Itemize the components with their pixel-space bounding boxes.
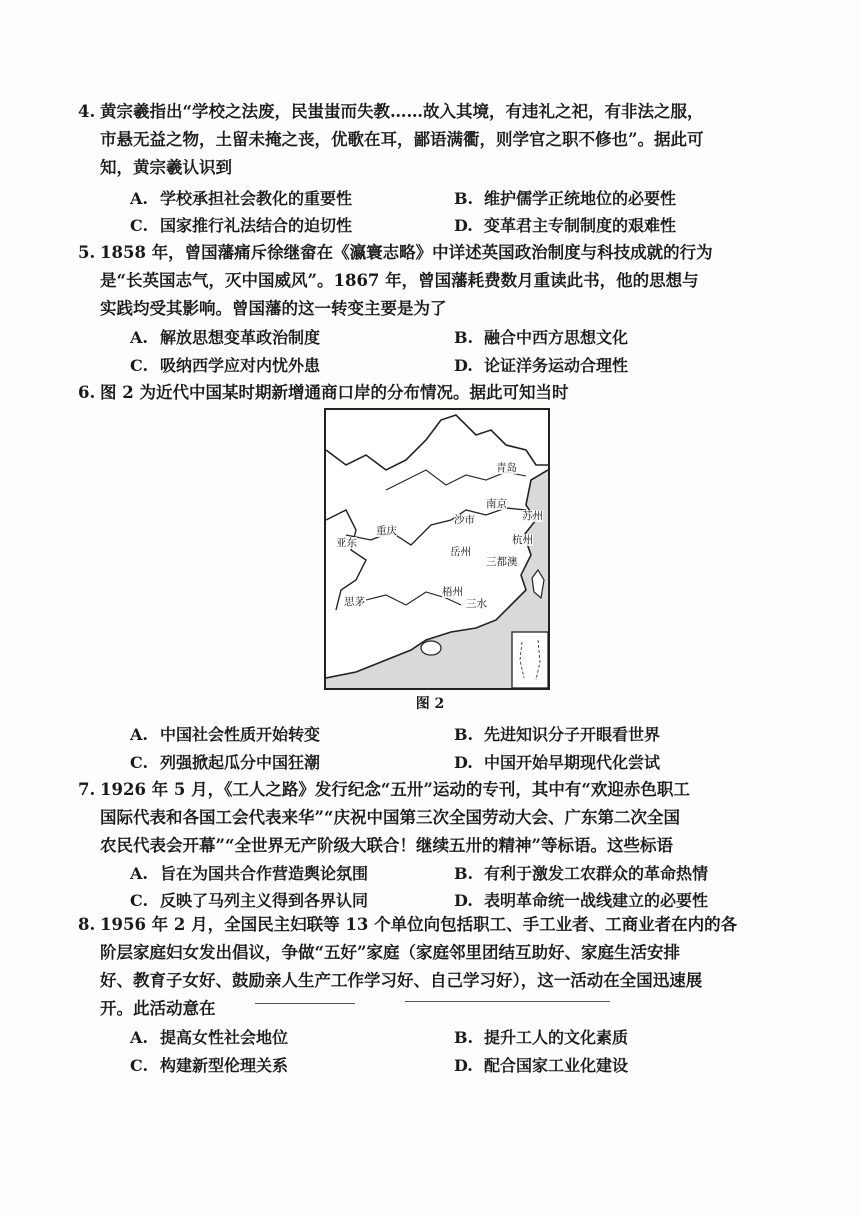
option-d[interactable]: D. 配合国家工业化建设 (454, 1056, 629, 1075)
question-stem-line: 好、教育子女好、鼓励亲人生产工作学习好、自己学习好），这一活动在全国迅速展 (100, 971, 703, 990)
question-5 (78, 239, 790, 323)
option-c[interactable]: C. 吸纳西学应对内忧外患 (130, 356, 321, 375)
city-label: 苏州 (522, 510, 543, 522)
question-number: 4. (78, 102, 96, 121)
pen-stroke (405, 1001, 610, 1002)
question-number: 8. (78, 915, 96, 934)
question-4 (78, 98, 790, 182)
question-stem-line: 知，黄宗羲认识到 (100, 158, 232, 177)
city-label: 南京 (486, 498, 507, 510)
option-c[interactable]: C. 国家推行礼法结合的迫切性 (130, 216, 353, 235)
figure-caption: 图 2 (415, 696, 445, 712)
question-number: 7. (78, 780, 96, 799)
question-stem-line: 1956 年 2 月，全国民主妇联等 13 个单位向包括职工、手工业者、工商业者在内的各 (100, 915, 738, 934)
question-stem-line: 实践均受其影响。曾国藩的这一转变主要是为了 (100, 299, 447, 318)
option-b[interactable]: B. 融合中西方思想文化 (454, 328, 629, 347)
question-stem-line: 国际代表和各国工会代表来华”“庆祝中国第三次全国劳动大会、广东第二次全国 (100, 808, 680, 827)
city-label: 杭州 (512, 534, 533, 546)
option-d[interactable]: D. 变革君主专制制度的艰难性 (454, 216, 677, 235)
option-b[interactable]: B. 先进知识分子开眼看世界 (454, 725, 661, 744)
city-label: 岳州 (450, 546, 471, 558)
question-stem-line: 图 2 为近代中国某时期新增通商口岸的分布情况。据此可知当时 (100, 383, 569, 402)
question-stem-line: 是“长英国志气，灭中国威风”。1867 年，曾国藩耗费数月重读此书，他的思想与 (100, 271, 699, 290)
option-a[interactable]: A. 旨在为国共合作营造舆论氛围 (130, 864, 369, 883)
question-6 (78, 379, 790, 407)
city-label: 沙市 (454, 514, 475, 526)
option-d[interactable]: D. 表明革命统一战线建立的必要性 (454, 891, 709, 910)
question-stem-line: 农民代表会开幕”“全世界无产阶级大联合！继续五卅的精神”等标语。这些标语 (100, 836, 673, 855)
option-c[interactable]: C. 列强掀起瓜分中国狂潮 (130, 753, 321, 772)
city-label: 重庆 (376, 525, 397, 537)
city-label: 梧州 (442, 586, 463, 598)
option-c[interactable]: C. 构建新型伦理关系 (130, 1056, 289, 1075)
city-label: 三水 (466, 598, 487, 610)
option-b[interactable]: B. 维护儒学正统地位的必要性 (454, 189, 677, 208)
question-8 (78, 911, 790, 1023)
option-a[interactable]: A. 学校承担社会教化的重要性 (130, 189, 353, 208)
option-a[interactable]: A. 提高女性社会地位 (130, 1028, 289, 1047)
option-b[interactable]: B. 有利于激发工农群众的革命热情 (454, 864, 709, 883)
question-number: 5. (78, 243, 96, 262)
option-d[interactable]: D. 中国开始早期现代化尝试 (454, 753, 661, 772)
option-a[interactable]: A. 解放思想变革政治制度 (130, 328, 321, 347)
map-outline (326, 410, 548, 688)
option-c[interactable]: C. 反映了马列主义得到各界认同 (130, 891, 369, 910)
city-label: 亚东 (336, 537, 357, 549)
question-stem-line: 市悬无益之物，土留未掩之丧，优歌在耳，鄙语满衢，则学官之职不修也”。据此可 (100, 130, 704, 149)
city-label: 青岛 (496, 462, 517, 474)
question-stem-line: 阶层家庭妇女发出倡议，争做“五好”家庭（家庭邻里团结互助好、家庭生活安排 (100, 943, 680, 962)
question-7 (78, 776, 790, 860)
city-label: 三都澳 (486, 556, 518, 568)
question-number: 6. (78, 383, 96, 402)
city-label: 思茅 (344, 596, 365, 608)
treaty-ports-map (324, 408, 550, 690)
question-stem-line: 1926 年 5 月，《工人之路》发行纪念“五卅”运动的专刊，其中有“欢迎赤色职工 (100, 780, 690, 799)
question-stem-line: 黄宗羲指出“学校之法废，民蚩蚩而失教……故入其境，有违礼之祀，有非法之服， (100, 102, 704, 121)
question-stem-line: 开。此活动意在 (100, 999, 216, 1018)
option-d[interactable]: D. 论证洋务运动合理性 (454, 356, 629, 375)
pen-stroke (255, 1003, 355, 1004)
question-stem-line: 1858 年，曾国藩痛斥徐继畲在《瀛寰志略》中详述英国政治制度与科技成就的行为 (100, 243, 713, 262)
option-b[interactable]: B. 提升工人的文化素质 (454, 1028, 629, 1047)
option-a[interactable]: A. 中国社会性质开始转变 (130, 725, 321, 744)
